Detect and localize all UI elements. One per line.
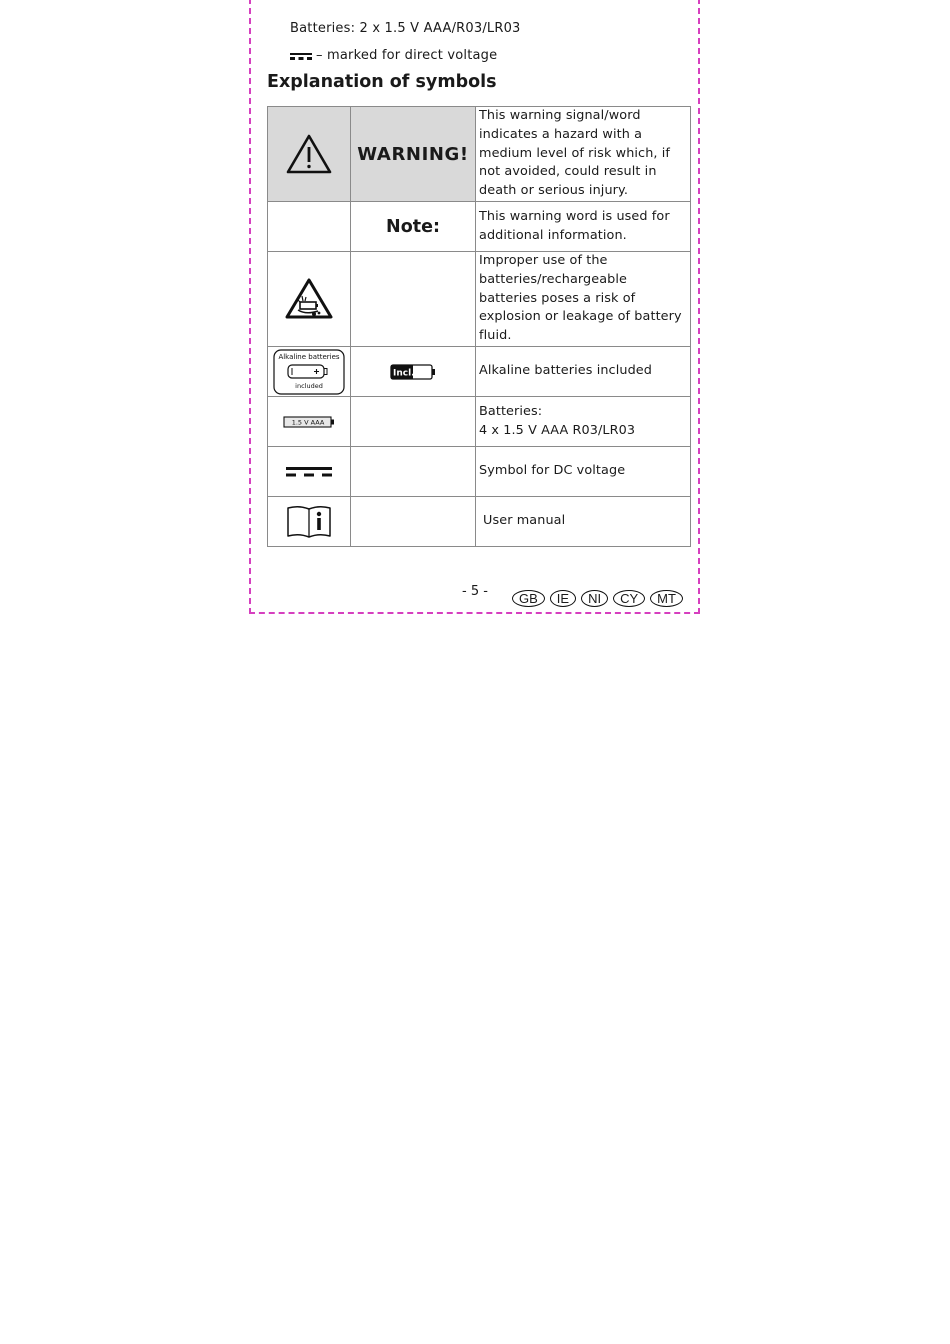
country-badge-cy: CY: [613, 590, 645, 607]
incl-icon-cell: [351, 347, 476, 397]
aaa-description-line2: 4 x 1.5 V AAA R03/LR03: [479, 422, 636, 438]
country-badge-mt: MT: [650, 590, 683, 607]
aaa-icon-text: 1.5 V AAA: [291, 418, 325, 427]
warning-word-cell: [351, 107, 476, 202]
alkaline-icon-bottom-text: included: [295, 381, 323, 390]
note-word-cell: [351, 202, 476, 252]
country-badge-ni: NI: [581, 590, 608, 607]
battery-explosion-warning-icon: [284, 277, 334, 321]
table-row-dc: [268, 447, 691, 497]
alkaline-batteries-included-icon: [273, 349, 345, 395]
battery-hazard-description: Improper use of the batteries/rechargeable batteries poses a risk of explosion or leakage of battery fluid.: [476, 252, 691, 347]
alkaline-icon-top-text: Alkaline batteries: [278, 352, 340, 361]
symbols-table: [267, 106, 691, 547]
table-row-alkaline: [268, 347, 691, 397]
alkaline-icon-cell: [268, 347, 351, 397]
manual-word-cell: [351, 497, 476, 547]
battery-hazard-word-cell: [351, 252, 476, 347]
warning-icon-cell: [268, 107, 351, 202]
alkaline-description: Alkaline batteries included: [476, 347, 691, 397]
batteries-spec-line: Batteries: 2 x 1.5 V AAA/R03/LR03: [290, 21, 521, 36]
battery-incl-icon: [390, 364, 436, 380]
table-row-note: [268, 202, 691, 252]
aaa-icon-cell: [268, 397, 351, 447]
table-row-aaa: [268, 397, 691, 447]
aaa-battery-icon: [283, 416, 335, 428]
country-badge-gb: GB: [512, 590, 545, 607]
warning-signal-word: WARNING!: [357, 143, 469, 165]
country-badges: [512, 590, 683, 607]
note-signal-word: Note:: [386, 216, 440, 237]
dc-description: Symbol for DC voltage: [476, 447, 691, 497]
aaa-description-line1: Batteries:: [479, 403, 543, 419]
incl-icon-text: Incl.: [393, 368, 415, 378]
dc-voltage-icon: [285, 466, 333, 478]
note-description: This warning word is used for additional information.: [476, 202, 691, 252]
dc-spec-line: [290, 48, 497, 63]
note-icon-cell: [268, 202, 351, 252]
user-manual-icon: [285, 504, 333, 540]
manual-description-text: User manual: [483, 513, 566, 529]
manual-icon-cell: [268, 497, 351, 547]
aaa-description: [476, 397, 691, 447]
table-row-battery-hazard: [268, 252, 691, 347]
page-number: - 5 -: [462, 584, 488, 599]
aaa-word-cell: [351, 397, 476, 447]
manual-description: [476, 497, 691, 547]
dc-icon-cell: [268, 447, 351, 497]
dc-spec-text: – marked for direct voltage: [316, 48, 498, 63]
section-title: Explanation of symbols: [267, 72, 497, 92]
country-badge-ie: IE: [550, 590, 576, 607]
table-row-manual: [268, 497, 691, 547]
battery-hazard-icon-cell: [268, 252, 351, 347]
table-row-warning: [268, 107, 691, 202]
dc-word-cell: [351, 447, 476, 497]
warning-description: This warning signal/word indicates a hazard with a medium level of risk which, if not avoided, could result in death or serious injury.: [476, 107, 691, 202]
dc-voltage-small-icon: [290, 53, 312, 61]
warning-triangle-icon: [285, 133, 333, 175]
